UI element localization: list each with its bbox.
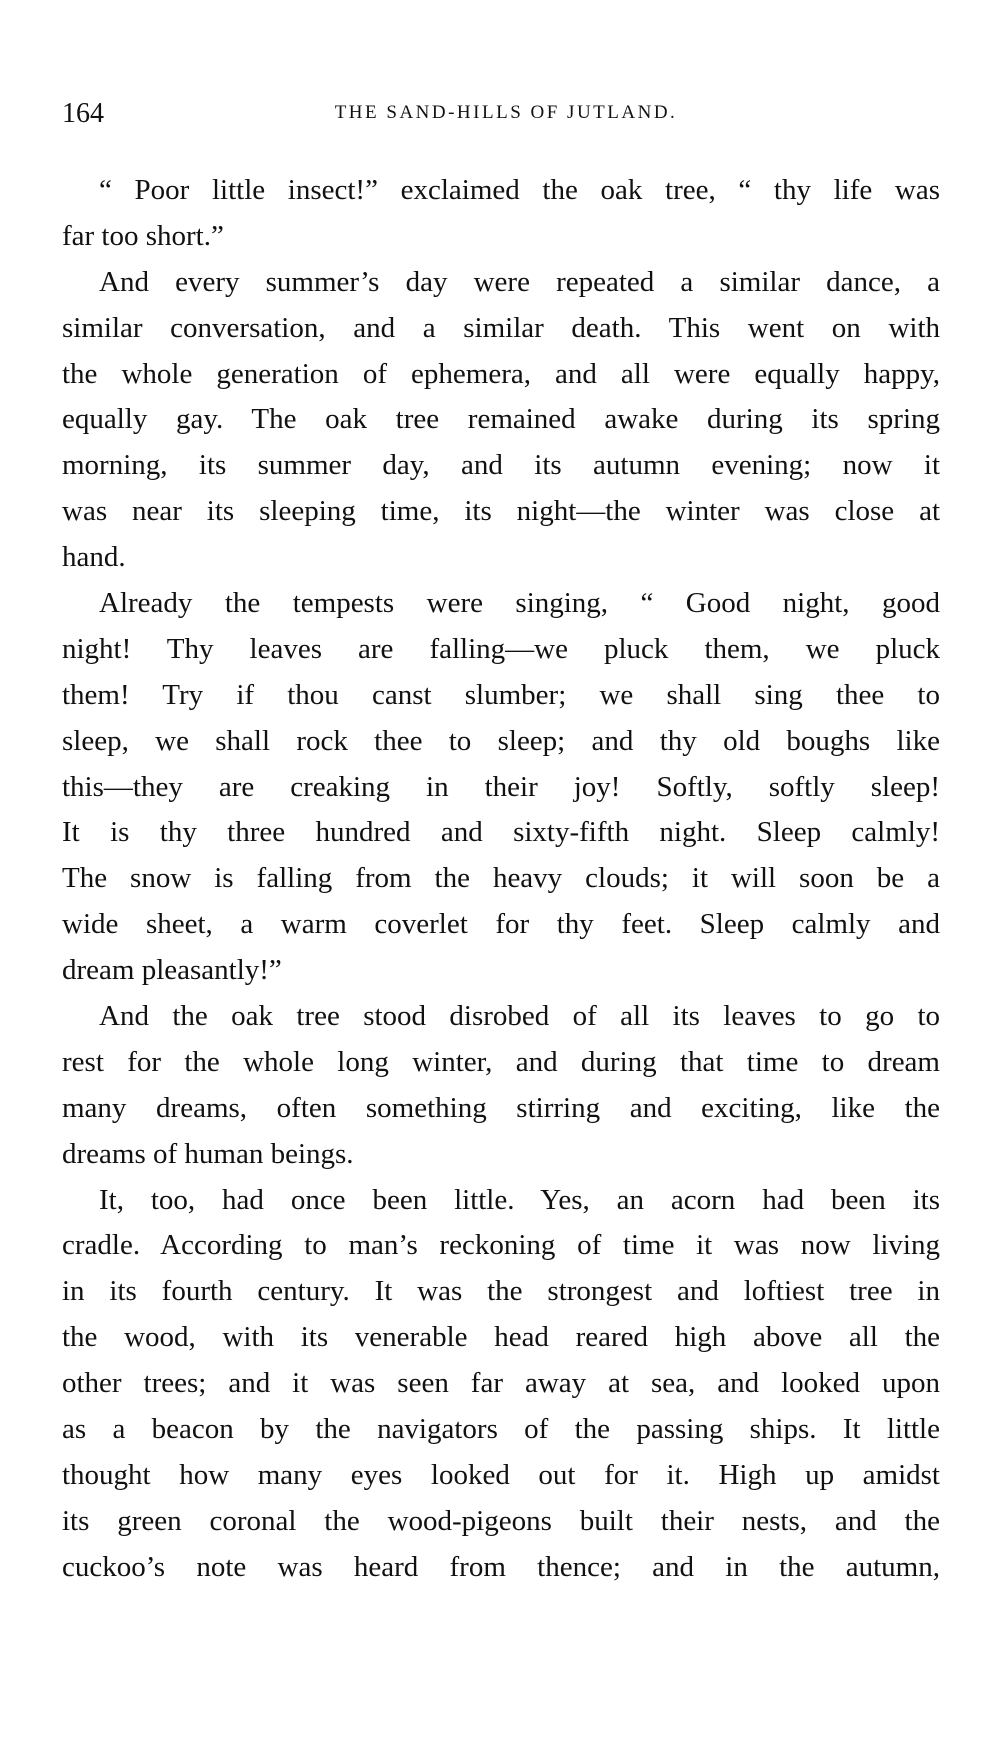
text-line: its green coronal the wood-pigeons built their nests, and the — [62, 1504, 940, 1537]
text-line: as a beacon by the navigators of the passing ships. It little — [62, 1413, 940, 1446]
text-line: thought how many eyes looked out for it. High up amidst — [62, 1458, 940, 1491]
text-line: many dreams, often something stirring and exciting, like the — [62, 1091, 940, 1124]
text-line: wide sheet, a warm coverlet for thy feet. Sleep calmly and — [62, 908, 940, 941]
text-line: It is thy three hundred and sixty-fifth night. Sleep calmly! — [62, 816, 940, 849]
text-line: morning, its summer day, and its autumn evening; now it — [62, 449, 940, 482]
paragraph — [62, 168, 940, 260]
text-line: the wood, with its venerable head reared high above all the — [62, 1321, 940, 1354]
page-number: 164 — [62, 98, 104, 129]
paragraph — [62, 1178, 940, 1591]
text-line: this—they are creaking in their joy! Softly, softly sleep! — [62, 770, 940, 803]
text-line: night! Thy leaves are falling—we pluck them, we pluck — [62, 632, 940, 665]
text-line: them! Try if thou canst slumber; we shall sing thee to — [62, 678, 940, 711]
text-line: dreams of human beings. — [62, 1137, 354, 1170]
text-line: And the oak tree stood disrobed of all its leaves to go to — [99, 1000, 940, 1033]
text-line: And every summer’s day were repeated a similar dance, a — [99, 265, 940, 298]
paragraph — [62, 994, 940, 1178]
page-body — [62, 168, 940, 1591]
text-line: in its fourth century. It was the strongest and loftiest tree in — [62, 1275, 940, 1308]
text-line: the whole generation of ephemera, and all were equally happy, — [62, 357, 940, 390]
text-line: equally gay. The oak tree remained awake during its spring — [62, 403, 940, 436]
paragraph — [62, 581, 940, 994]
text-line: sleep, we shall rock thee to sleep; and thy old boughs like — [62, 724, 940, 757]
page-header — [62, 98, 940, 134]
text-line: Already the tempests were singing, “ Good night, good — [99, 587, 940, 620]
text-line: rest for the whole long winter, and during that time to dream — [62, 1045, 940, 1078]
text-line: similar conversation, and a similar death. This went on with — [62, 311, 940, 344]
text-line: other trees; and it was seen far away at sea, and looked upon — [62, 1367, 940, 1400]
text-line: dream pleasantly!” — [62, 954, 282, 987]
text-line: cradle. According to man’s reckoning of time it was now living — [62, 1229, 940, 1262]
text-line: was near its sleeping time, its night—the winter was close at — [62, 495, 940, 528]
running-title: THE SAND-HILLS OF JUTLAND. — [334, 102, 678, 123]
text-line: The snow is falling from the heavy clouds; it will soon be a — [62, 862, 940, 895]
text-line: “ Poor little insect!” exclaimed the oak tree, “ thy life was — [99, 174, 940, 206]
paragraph — [62, 260, 940, 581]
text-line: It, too, had once been little. Yes, an acorn had been its — [99, 1183, 940, 1216]
text-line: far too short.” — [62, 219, 224, 252]
text-line: hand. — [62, 541, 126, 574]
text-line: cuckoo’s note was heard from thence; and in the autumn, — [62, 1550, 940, 1583]
